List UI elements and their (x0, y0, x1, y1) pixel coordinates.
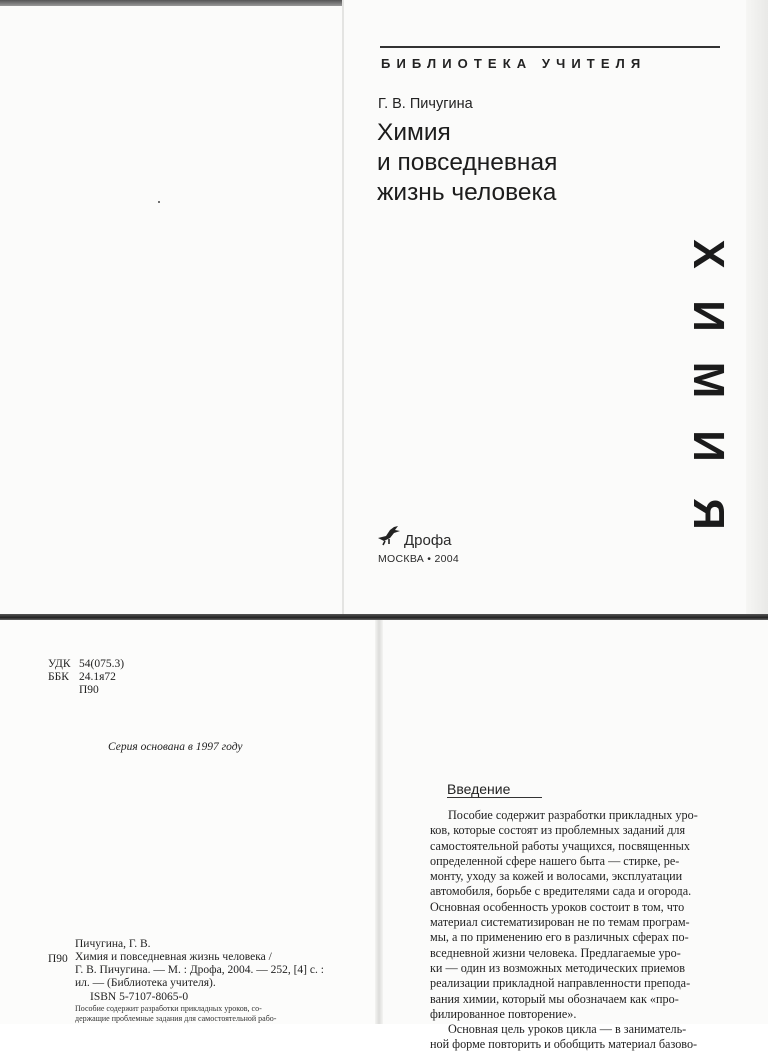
intro-line: ки — один из возможных методических приемов (430, 960, 686, 975)
city-year: МОСКВА • 2004 (378, 553, 460, 565)
intro-line: Основная цель уроков цикла — в заниматель- (448, 1022, 687, 1037)
isbn: ISBN 5-7107-8065-0 (90, 991, 189, 1003)
biblio-code: П90 (48, 953, 68, 965)
title-line: жизнь человека (377, 179, 557, 206)
vertical-subject-word (668, 232, 748, 542)
intro-line: Пособие содержит разработки прикладных уро- (448, 808, 698, 822)
intro-heading: Введение (447, 781, 511, 797)
author-code: П90 (79, 684, 99, 696)
intro-line: автомобиля, борьбе с вредителями сада и огорода. (430, 884, 692, 899)
intro-line: вседневной жизни человека. Предлагаемые уро- (430, 945, 681, 960)
bbk-value: 24.1я72 (79, 671, 116, 683)
biblio-line: Пичугина, Г. В. (75, 938, 151, 950)
abstract-line: Пособие содержит разработки прикладных уроков, со- (75, 1004, 262, 1013)
intro-line: ков, которые состоят из проблемных заданий для (430, 823, 686, 838)
intro-line: вания химии, который мы обозначаем как «про- (430, 991, 679, 1006)
biblio-line: ил. — (Библиотека учителя). (75, 977, 216, 989)
intro-line: реализации прикладной направленности препода- (430, 976, 691, 991)
book-fold (375, 620, 383, 1024)
intro-body (430, 808, 735, 1053)
intro-line: Основная особенность уроков состоит в том, что (430, 899, 685, 914)
udk-label: УДК (48, 658, 71, 670)
drofa-bird-logo-icon (376, 524, 402, 546)
vertical-letter: И (684, 300, 733, 332)
vertical-letter: Я (684, 498, 733, 530)
abstract (75, 1004, 357, 1024)
vertical-letter: И (684, 430, 733, 462)
title-line: Химия (377, 119, 451, 146)
page-edge-right (746, 0, 768, 618)
scan-shadow (0, 0, 342, 6)
vertical-letter: М (684, 361, 733, 399)
page-edge (342, 0, 344, 618)
intro-line: самостоятельной работы учащихся, посвященных (430, 838, 690, 853)
bbk-label: ББК (48, 671, 69, 683)
biblio-line: Химия и повседневная жизнь человека / (75, 951, 272, 963)
udk-value: 54(075.3) (79, 658, 125, 670)
intro-line: филированное повторение». (430, 1006, 577, 1021)
intro-line: ной форме повторить и обобщить материал базово- (430, 1037, 698, 1052)
publisher-name: Дрофа (404, 532, 452, 549)
book-title (377, 118, 707, 208)
series-note: Серия основана в 1997 году (108, 741, 243, 753)
series-rule (380, 46, 720, 48)
heading-underline (447, 797, 542, 798)
intro-line: определенной сфере нашего быта — стирке, ре- (430, 853, 680, 868)
intro-line: материал систематизирован не по темам програм- (430, 915, 690, 930)
series-title: БИБЛИОТЕКА УЧИТЕЛЯ (381, 56, 647, 71)
abstract-line: держащие проблемные задания для самостоятельной рабо- (75, 1014, 277, 1023)
author-name: Г. В. Пичугина (378, 96, 473, 112)
vertical-letter: Х (684, 239, 733, 269)
intro-line: мы, а по применению его в различных сферах по- (430, 930, 689, 945)
title-line: и повседневная (377, 149, 558, 176)
scan-speck (158, 201, 160, 203)
intro-line: монту, уходу за кожей и волосами, эксплуатации (430, 869, 683, 884)
classification-block (48, 658, 124, 697)
biblio-line: Г. В. Пичугина. — М. : Дрофа, 2004. — 252, [4] с. : (75, 964, 324, 976)
